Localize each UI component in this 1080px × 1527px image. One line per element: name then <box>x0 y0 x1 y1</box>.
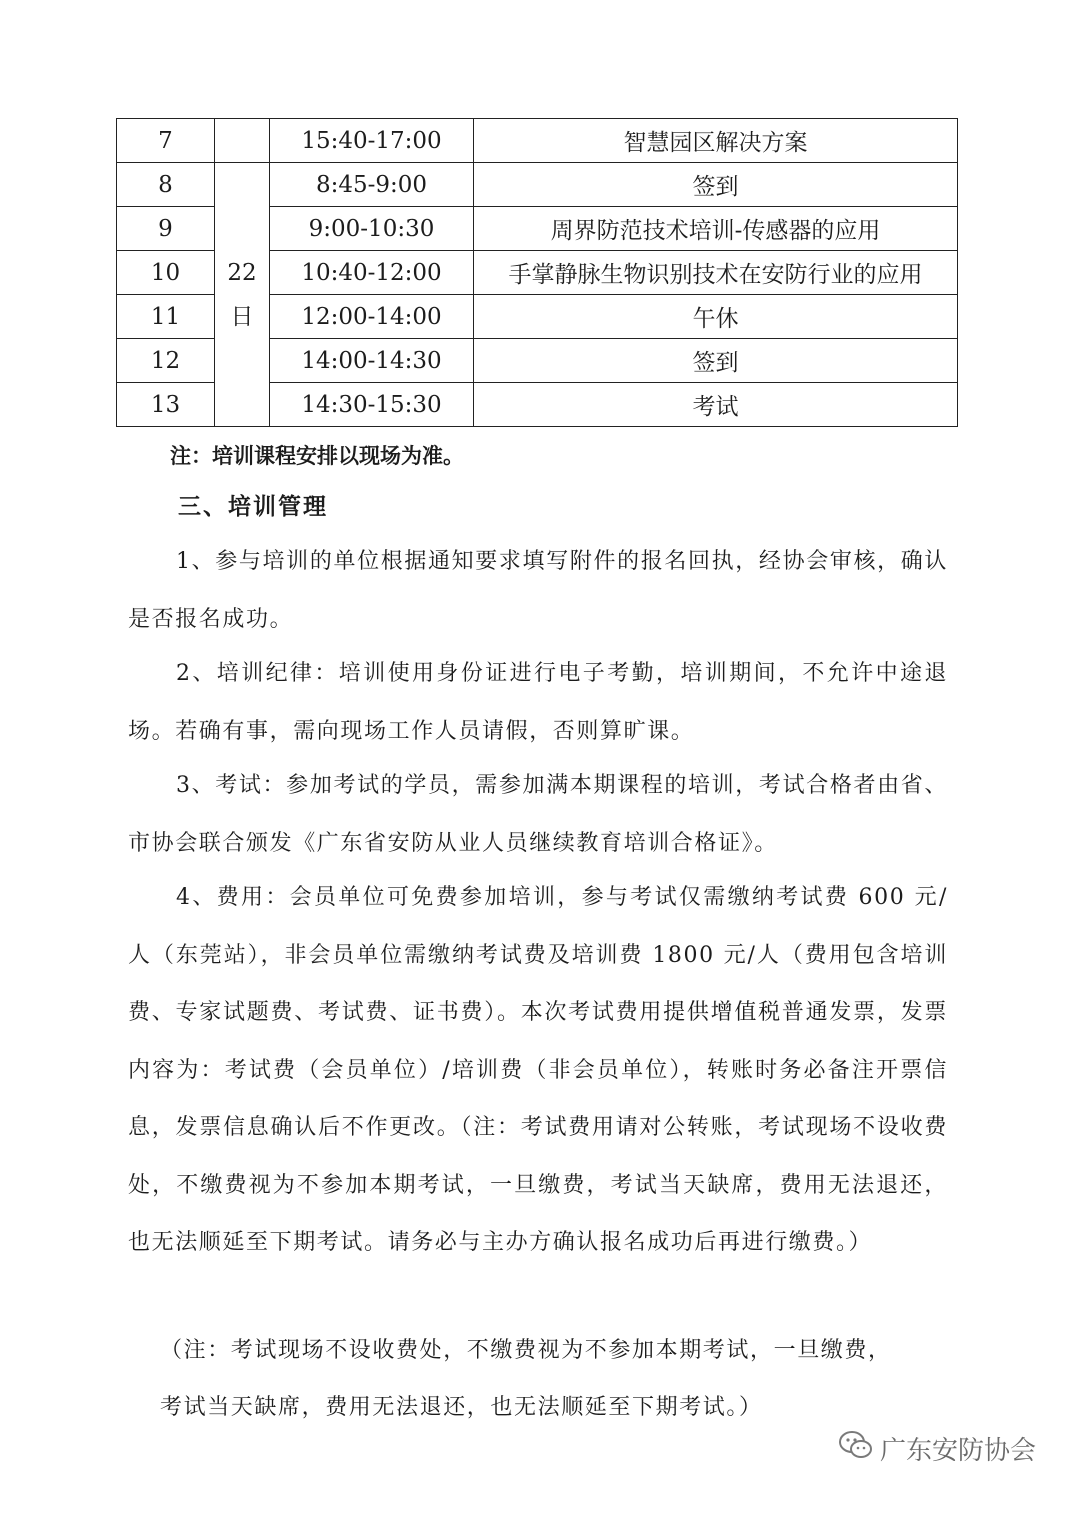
day-cell-prev <box>215 119 270 163</box>
day-number: 22 <box>227 259 257 286</box>
paragraph-exam: 3、考试：参加考试的学员，需参加满本期课程的培训，考试合格者由省、市协会联合颁发《广东省安防从业人员继续教育培训合格证》。 <box>128 773 948 856</box>
table-row <box>117 163 958 207</box>
watermark <box>838 1430 1036 1467</box>
paragraph-fees: 4、费用：会员单位可免费参加培训，参与考试仅需缴纳考试费 600 元/人（东莞站），非会员单位需缴纳考试费及培训费 1800 元/人（费用包含培训费、专家试题费、考试费、证书费）。本次考试费用提供增值税普通发票，发票内容为：考试费（会员单位）/培训费（非会员单位），转账时务必备注开票信息，发票信息确认后不作更改。（注：考试费用请对公转账，考试现场不设收费处，不缴费视为不参加本期考试，一旦缴费，考试当天缺席，费用无法退还，也无法顺延至下期考试。请务必与主办方确认报名成功后再进行缴费。） <box>128 885 948 1255</box>
time-slot: 14:30-15:30 <box>270 383 474 427</box>
closing-note-line1: （注：考试现场不设收费处，不缴费视为不参加本期考试，一旦缴费， <box>160 1338 892 1363</box>
row-number: 12 <box>117 339 215 383</box>
row-number: 13 <box>117 383 215 427</box>
day-cell <box>215 163 270 427</box>
time-slot: 14:00-14:30 <box>270 339 474 383</box>
time-slot: 9:00-10:30 <box>270 207 474 251</box>
day-unit: 日 <box>230 303 254 330</box>
wechat-icon <box>838 1430 880 1467</box>
time-slot: 10:40-12:00 <box>270 251 474 295</box>
row-number: 7 <box>117 119 215 163</box>
time-slot: 15:40-17:00 <box>270 119 474 163</box>
closing-note-line2: 考试当天缺席，费用无法退还，也无法顺延至下期考试。） <box>160 1395 763 1420</box>
row-number: 8 <box>117 163 215 207</box>
time-slot: 8:45-9:00 <box>270 163 474 207</box>
row-number: 10 <box>117 251 215 295</box>
section-heading: 三、培训管理 <box>178 494 328 520</box>
schedule-note: 注：培训课程安排以现场为准。 <box>170 444 464 468</box>
watermark-text: 广东安防协会 <box>880 1436 1037 1466</box>
course-topic: 手掌静脉生物识别技术在安防行业的应用 <box>474 251 958 295</box>
course-topic: 智慧园区解决方案 <box>474 119 958 163</box>
course-topic: 午休 <box>474 295 958 339</box>
closing-note <box>160 1322 950 1436</box>
course-topic: 周界防范技术培训-传感器的应用 <box>474 207 958 251</box>
row-number: 9 <box>117 207 215 251</box>
table-row <box>117 119 958 163</box>
course-topic: 考试 <box>474 383 958 427</box>
course-topic: 签到 <box>474 163 958 207</box>
paragraph-discipline: 2、培训纪律：培训使用身份证进行电子考勤，培训期间，不允许中途退场。若确有事，需向现场工作人员请假，否则算旷课。 <box>128 661 948 744</box>
schedule-table <box>116 118 958 427</box>
row-number: 11 <box>117 295 215 339</box>
time-slot: 12:00-14:00 <box>270 295 474 339</box>
paragraph-registration: 1、参与培训的单位根据通知要求填写附件的报名回执，经协会审核，确认是否报名成功。 <box>128 549 948 632</box>
course-topic: 签到 <box>474 339 958 383</box>
